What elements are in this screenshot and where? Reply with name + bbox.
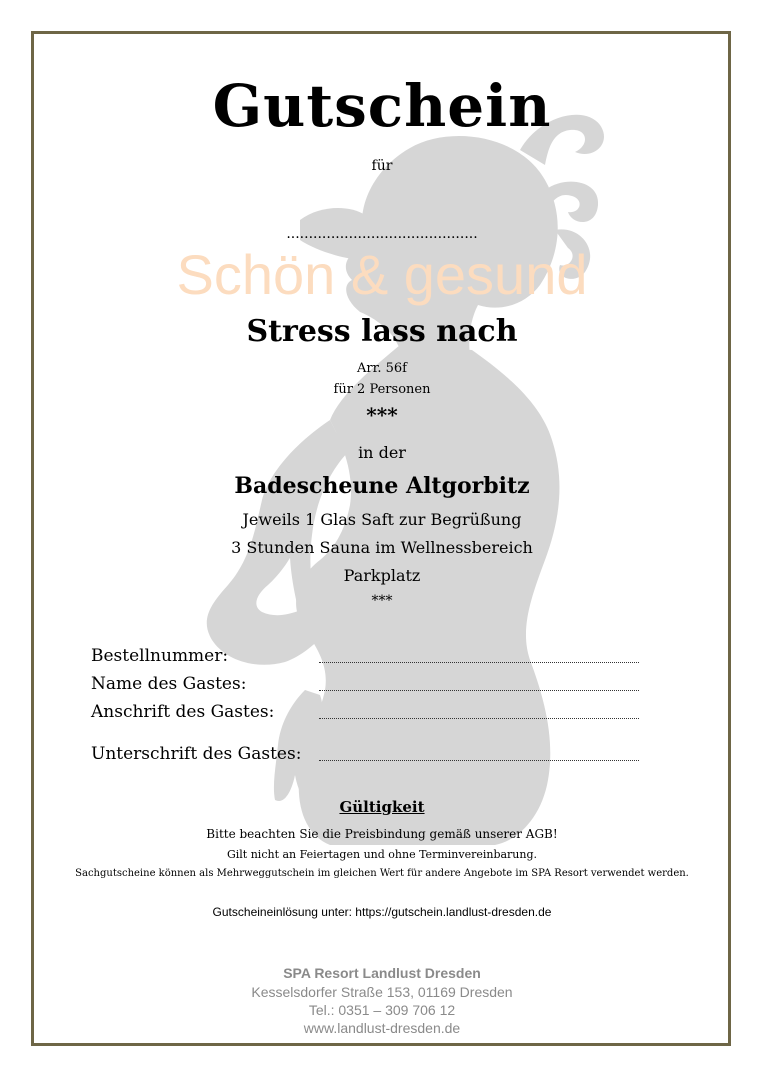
order-number-field[interactable] xyxy=(319,662,639,663)
validity-note: Bitte beachten Sie die Preisbindung gemäß unserer AGB! xyxy=(206,827,558,841)
form-row-guest-address xyxy=(91,702,651,724)
watermark-text: Schön & gesund xyxy=(176,243,588,306)
arrangement-persons: für 2 Personen xyxy=(333,382,431,397)
form-row-guest-name xyxy=(91,674,651,696)
footer-phone: Tel.: 0351 – 309 706 12 xyxy=(308,1002,456,1018)
separator-stars: *** xyxy=(371,593,393,609)
form-label: Unterschrift des Gastes: xyxy=(91,744,302,764)
validity-note: Sachgutscheine können als Mehrweggutschein im gleichen Wert für andere Angebote im SPA Resort verwendet werden. xyxy=(75,868,689,879)
redeem-info: Gutscheineinlösung unter: https://gutschein.landlust-dresden.de xyxy=(212,905,552,919)
recipient-line: ........................................... xyxy=(286,226,478,242)
footer-company-name: SPA Resort Landlust Dresden xyxy=(283,965,481,981)
service-item: 3 Stunden Sauna im Wellnessbereich xyxy=(231,538,533,557)
guest-name-field[interactable] xyxy=(319,690,639,691)
validity-heading: Gültigkeit xyxy=(339,798,425,816)
separator-stars: *** xyxy=(366,403,398,427)
form-row-guest-signature xyxy=(91,744,651,766)
guest-address-field[interactable] xyxy=(319,718,639,719)
service-item: Parkplatz xyxy=(343,566,421,585)
validity-note: Gilt nicht an Feiertagen und ohne Terminvereinbarung. xyxy=(226,848,538,861)
service-item: Jeweils 1 Glas Saft zur Begrüßung xyxy=(242,510,522,529)
form-label: Anschrift des Gastes: xyxy=(91,702,275,722)
footer-address: Kesselsdorfer Straße 153, 01169 Dresden xyxy=(251,984,513,1000)
voucher-title: Gutschein xyxy=(212,72,552,140)
arrangement-name: Stress lass nach xyxy=(246,314,518,349)
venue-prefix: in der xyxy=(358,443,406,462)
form-label: Name des Gastes: xyxy=(91,674,247,694)
arrangement-number: Arr. 56f xyxy=(356,361,407,376)
form-row-order-number xyxy=(91,646,651,668)
recipient-label: für xyxy=(371,158,393,174)
guest-signature-field[interactable] xyxy=(319,760,639,761)
venue-name: Badescheune Altgorbitz xyxy=(234,473,530,499)
form-label: Bestellnummer: xyxy=(91,646,229,666)
footer-website: www.landlust-dresden.de xyxy=(303,1020,461,1036)
